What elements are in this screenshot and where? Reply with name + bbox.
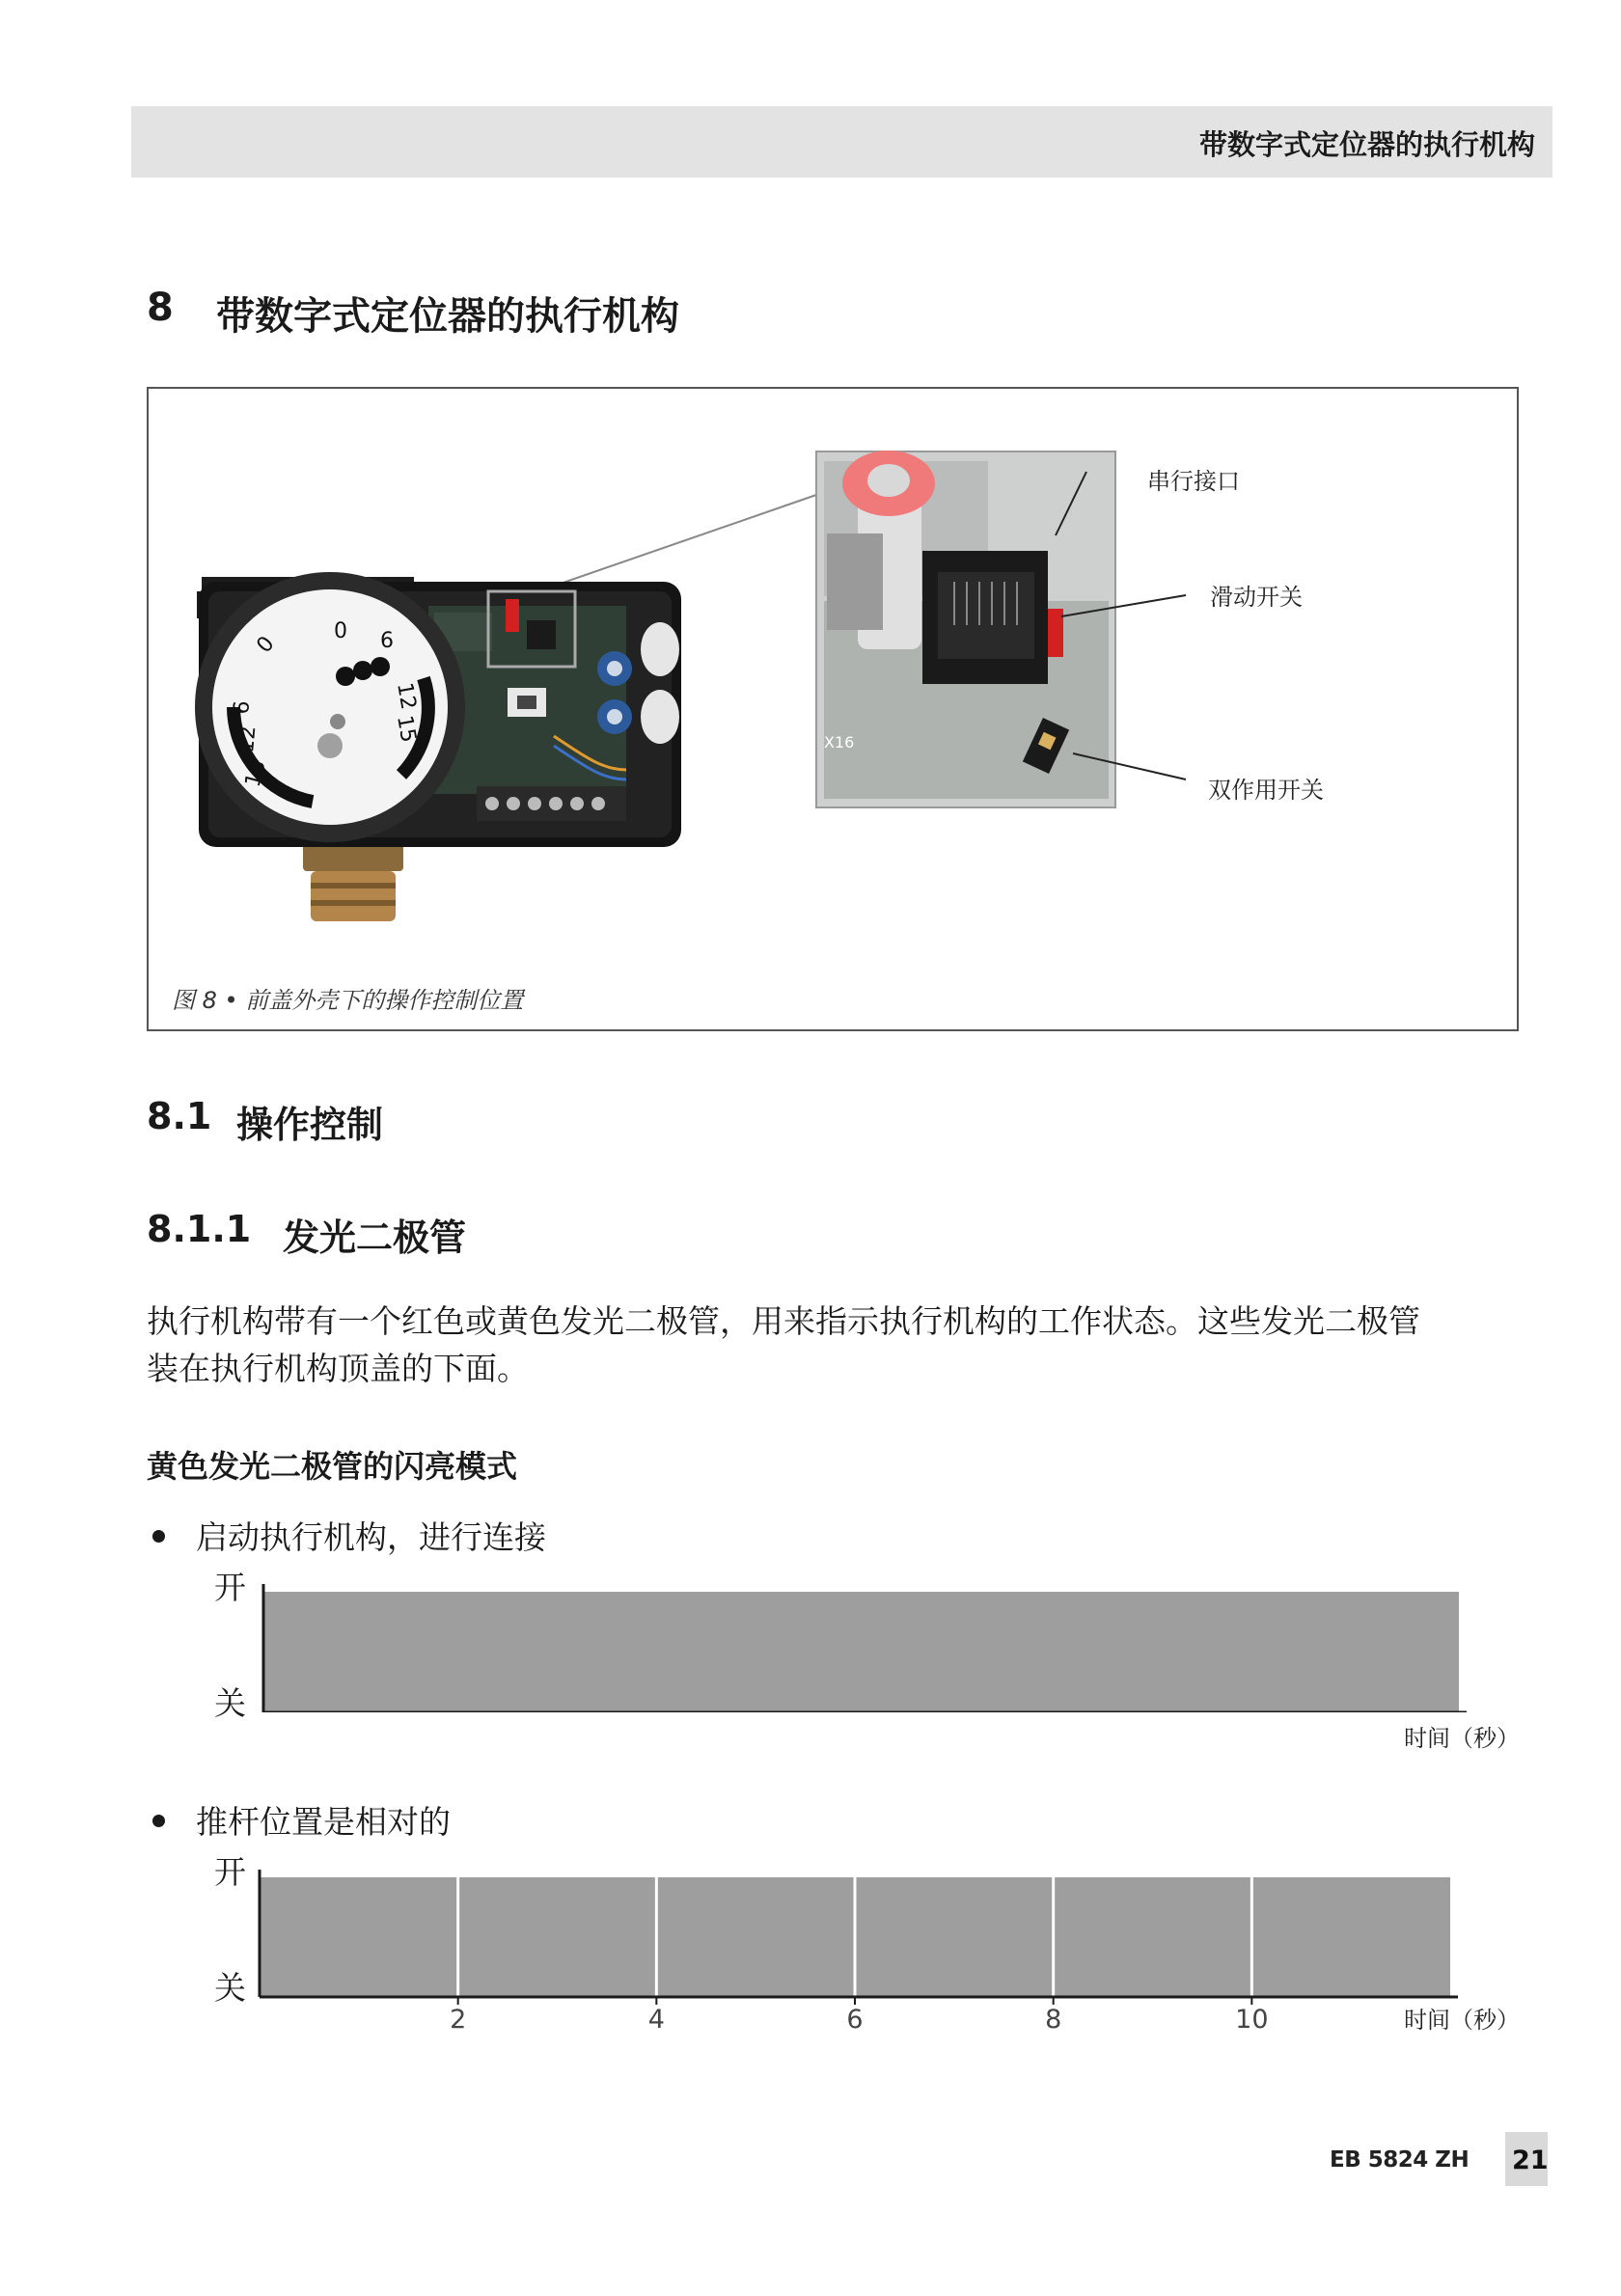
callout-double-acting-switch: 双作用开关: [1208, 777, 1324, 804]
chart-segment-2: [656, 1877, 855, 1997]
zoom-leader-line: [530, 495, 816, 594]
dial-number: 12: [234, 724, 261, 754]
chart-1-label-off: 关: [214, 1684, 246, 1722]
chart-1-label-on: 开: [214, 1569, 246, 1606]
dial-number: 12: [392, 680, 421, 712]
footer-page-box: [1505, 2132, 1548, 2186]
callout-slide-switch: 滑动开关: [1210, 584, 1303, 611]
figure-illustration: [149, 389, 1517, 968]
section-8-1-1-number: 8.1.1: [147, 1208, 252, 1250]
dial-number: 6: [380, 629, 394, 653]
running-header: [131, 106, 1552, 178]
section-8-1-title: 操作控制: [236, 1104, 384, 1146]
body-paragraph: [147, 1298, 1555, 1392]
bullet-icon: [152, 1530, 165, 1543]
chart-2-label-on: 开: [214, 1853, 246, 1891]
dial-number: 0: [252, 632, 280, 658]
x-tick-label-0: 2: [450, 2005, 467, 2035]
chart-2-label-off: 关: [214, 1969, 246, 2007]
dial-number: 15: [240, 757, 272, 790]
section-8-title: 带数字式定位器的执行机构: [216, 294, 679, 339]
chart-1-title: 启动执行机构，进行连接: [196, 1518, 546, 1556]
footer-doc-id: EB 5824 ZH: [1330, 2147, 1470, 2173]
figure-8: [147, 387, 1519, 1031]
chart-1-plot: [251, 1568, 1505, 1712]
chart-2-bullet: [152, 1797, 451, 1843]
board-label: X16: [824, 733, 855, 752]
dial-number: 15: [392, 713, 421, 745]
chart-2-plot: [251, 1852, 1505, 2045]
chart-2-xlabel: 时间（秒）: [1404, 2007, 1520, 2034]
x-tick-label-4: 10: [1235, 2005, 1269, 2035]
chart-segment-0: [263, 1592, 1459, 1712]
dial-number: 6: [230, 699, 256, 716]
chart-segment-3: [855, 1877, 1054, 1997]
chart-segment-5: [1251, 1877, 1450, 1997]
dial-number: 0: [334, 619, 347, 643]
chart-2-title: 推杆位置是相对的: [196, 1803, 451, 1841]
chart-segment-1: [458, 1877, 657, 1997]
x-tick-label-2: 6: [846, 2005, 864, 2035]
callout-serial-interface: 串行接口: [1147, 468, 1240, 495]
section-8-1-number: 8.1: [147, 1095, 212, 1137]
section-8-number: 8: [147, 286, 174, 330]
bullet-icon: [152, 1815, 165, 1827]
positioner-photo: [195, 572, 681, 921]
chart-1-bullet: [152, 1513, 546, 1558]
chart-segment-4: [1054, 1877, 1252, 1997]
chart-1-xlabel: 时间（秒）: [1404, 1725, 1520, 1752]
running-header-title: 带数字式定位器的执行机构: [1198, 128, 1535, 161]
x-tick-label-1: 4: [647, 2005, 665, 2035]
figure-caption: 图 8 • 前盖外壳下的操作控制位置: [172, 987, 524, 1014]
paragraph-line: 装在执行机构顶盖的下面。: [147, 1350, 529, 1387]
footer-page-number: 21: [1512, 2146, 1549, 2175]
chart-segment-0: [260, 1877, 458, 1997]
yellow-led-heading: 黄色发光二极管的闪亮模式: [147, 1448, 518, 1485]
section-8-1-1-title: 发光二极管: [283, 1216, 467, 1259]
x-tick-label-3: 8: [1045, 2005, 1062, 2035]
paragraph-line: 执行机构带有一个红色或黄色发光二极管，用来指示执行机构的工作状态。这些发光二极管: [147, 1302, 1420, 1340]
